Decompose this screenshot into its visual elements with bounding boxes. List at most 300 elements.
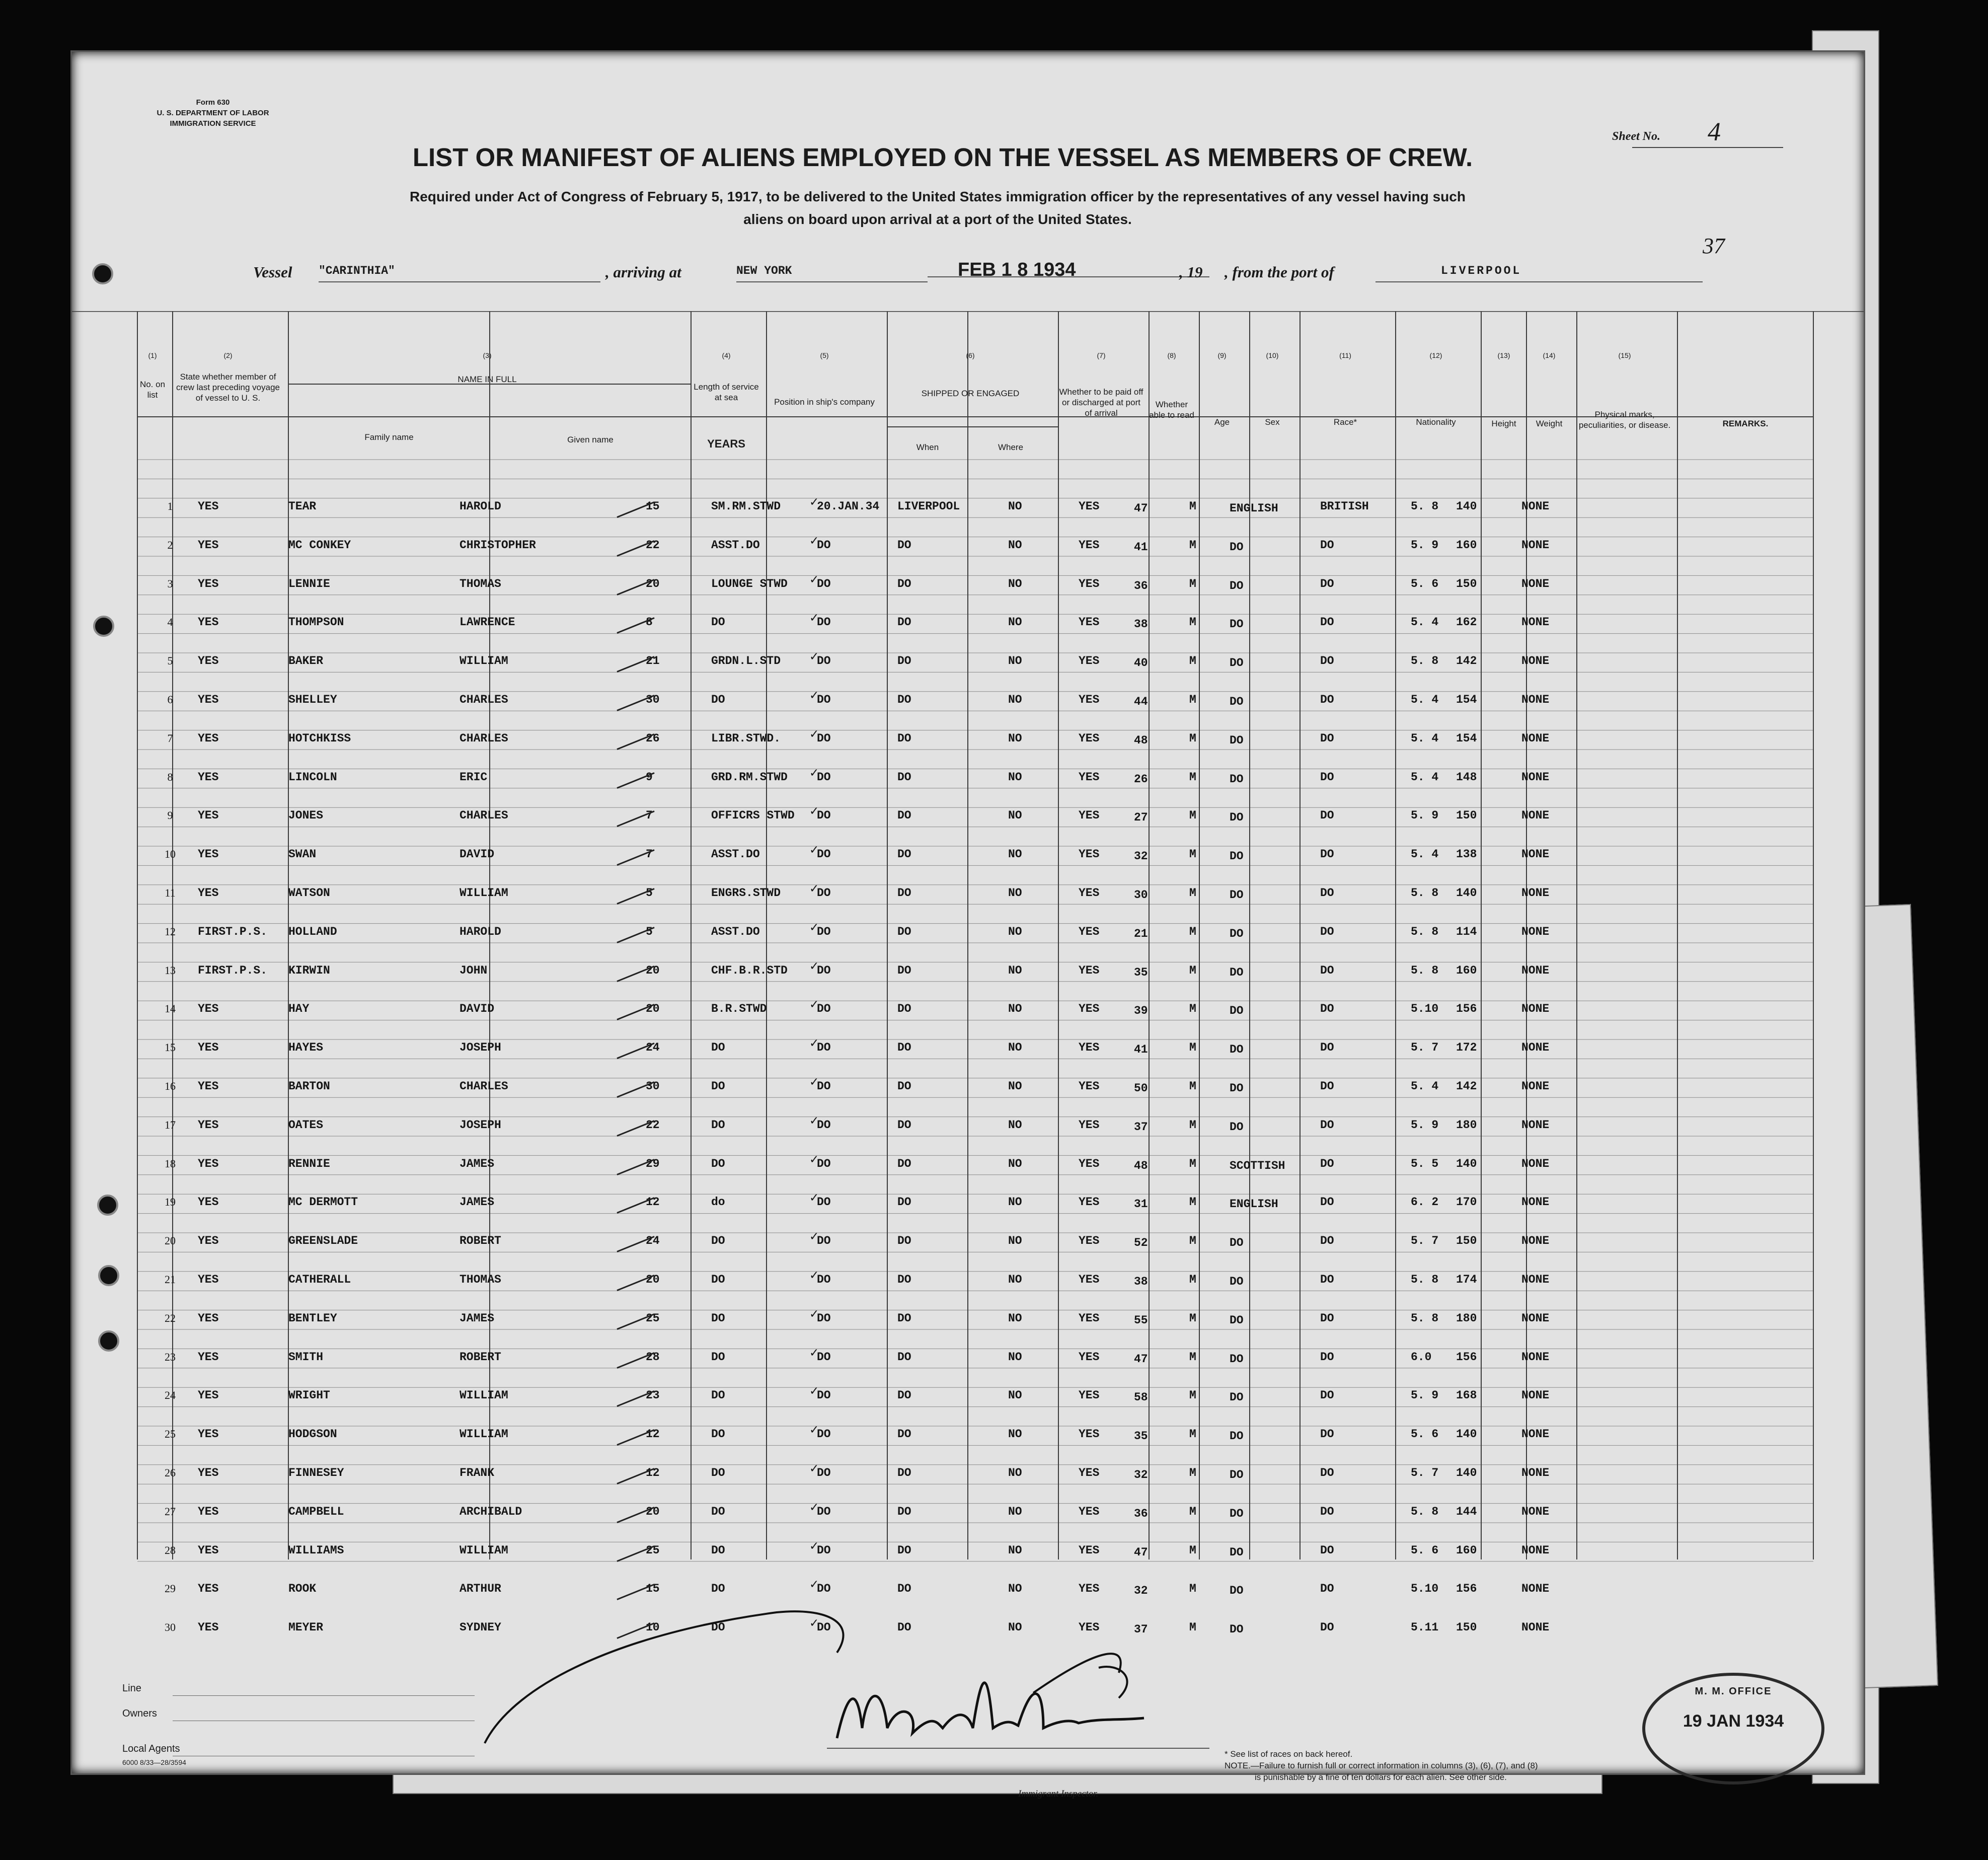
given-name: JOHN — [460, 963, 488, 977]
height: 5. 4 — [1411, 770, 1439, 784]
check-mark-icon: ✓ — [809, 1153, 819, 1166]
race: ENGLISH — [1230, 502, 1278, 515]
nationality: DO — [1320, 809, 1334, 823]
paid-off: NO — [1008, 577, 1022, 590]
race: DO — [1230, 695, 1244, 708]
previous-voyage: YES — [198, 1582, 219, 1596]
document-subtitle — [203, 185, 1672, 231]
shipped-when: DO — [817, 1621, 831, 1634]
previous-voyage: YES — [198, 654, 219, 668]
previous-voyage: YES — [198, 500, 219, 513]
height: 5. 8 — [1411, 925, 1439, 938]
able-to-read: YES — [1079, 1157, 1100, 1170]
race: DO — [1230, 1391, 1244, 1404]
height: 5. 7 — [1411, 1234, 1439, 1248]
row-number: 3 — [167, 577, 173, 590]
paid-off: NO — [1008, 1389, 1022, 1402]
check-mark-icon: ✓ — [809, 1346, 819, 1360]
shipped-when: DO — [817, 731, 831, 745]
paid-off: NO — [1008, 848, 1022, 861]
paid-off: NO — [1008, 731, 1022, 745]
page-number: 37 — [1703, 234, 1725, 258]
given-name: ARCHIBALD — [460, 1505, 522, 1518]
weight: 170 — [1456, 1196, 1477, 1209]
physical-marks: NONE — [1521, 1621, 1550, 1634]
shipped-where: DO — [897, 848, 911, 861]
family-name: ROOK — [288, 1582, 317, 1596]
age: 37 — [1134, 1120, 1148, 1134]
nationality: DO — [1320, 1234, 1334, 1248]
able-to-read: YES — [1079, 1543, 1100, 1557]
height: 5. 4 — [1411, 616, 1439, 629]
row-number: 21 — [165, 1273, 176, 1286]
position: SM.RM.STWD — [711, 500, 781, 513]
sex: M — [1189, 1543, 1196, 1557]
physical-marks: NONE — [1521, 538, 1550, 552]
column-number: (2) — [223, 351, 233, 359]
physical-marks: NONE — [1521, 1505, 1550, 1518]
age: 48 — [1134, 1159, 1148, 1172]
race: DO — [1230, 1507, 1244, 1520]
sex: M — [1189, 1041, 1196, 1055]
position: DO — [711, 1041, 725, 1055]
race: DO — [1230, 1120, 1244, 1134]
height: 5. 6 — [1411, 1428, 1439, 1441]
years-service: 9 — [646, 770, 653, 784]
check-mark-icon: ✓ — [809, 1501, 819, 1514]
height: 5. 4 — [1411, 1080, 1439, 1093]
shipped-when: DO — [817, 1002, 831, 1016]
check-mark-icon: ✓ — [809, 612, 819, 625]
able-to-read: YES — [1079, 1080, 1100, 1093]
family-name: JONES — [288, 809, 324, 823]
sex: M — [1189, 770, 1196, 784]
given-name: ERIC — [460, 770, 488, 784]
weight: 150 — [1456, 577, 1477, 590]
position: ASST.DO — [711, 538, 760, 552]
shipped-where: DO — [897, 538, 911, 552]
family-name: CAMPBELL — [288, 1505, 344, 1518]
paid-off: NO — [1008, 1428, 1022, 1441]
previous-voyage: YES — [198, 1234, 219, 1248]
age: 38 — [1134, 1275, 1148, 1288]
vessel-label: Vessel — [253, 263, 292, 281]
row-number: 25 — [165, 1428, 176, 1441]
sex: M — [1189, 616, 1196, 629]
shipped-where: DO — [897, 1350, 911, 1364]
age: 31 — [1134, 1198, 1148, 1211]
sex: M — [1189, 1196, 1196, 1209]
height: 5. 6 — [1411, 577, 1439, 590]
position: OFFICRS STWD — [711, 809, 795, 823]
family-name: THOMPSON — [288, 616, 344, 629]
race: DO — [1230, 1043, 1244, 1057]
physical-marks: NONE — [1521, 886, 1550, 900]
paid-off: NO — [1008, 1002, 1022, 1016]
shipped-when: DO — [817, 1273, 831, 1286]
previous-voyage: YES — [198, 538, 219, 552]
weight: 160 — [1456, 538, 1477, 552]
check-mark-icon: ✓ — [809, 1076, 819, 1089]
paid-off: NO — [1008, 654, 1022, 668]
years-service: 25 — [646, 1543, 660, 1557]
column-number: (4) — [722, 351, 731, 359]
able-to-read: YES — [1079, 654, 1100, 668]
document-title: LIST OR MANIFEST OF ALIENS EMPLOYED ON THE VESSEL AS MEMBERS OF CREW. — [412, 143, 1473, 172]
family-name: GREENSLADE — [288, 1234, 358, 1248]
shipped-when: DO — [817, 886, 831, 900]
family-name: BARTON — [288, 1080, 330, 1093]
row-number: 5 — [167, 654, 173, 667]
sex: M — [1189, 1389, 1196, 1402]
header-physical-marks: Physical marks, peculiarities, or disease. — [1578, 410, 1671, 430]
years-service: 23 — [646, 1389, 660, 1402]
age: 26 — [1134, 772, 1148, 786]
weight: 180 — [1456, 1118, 1477, 1132]
able-to-read: YES — [1079, 1621, 1100, 1634]
nationality: DO — [1320, 1118, 1334, 1132]
family-name: HAY — [288, 1002, 310, 1016]
years-service: 24 — [646, 1041, 660, 1055]
weight: 180 — [1456, 1311, 1477, 1325]
shipped-when: DO — [817, 1157, 831, 1170]
shipped-where: DO — [897, 1118, 911, 1132]
nationality: DO — [1320, 1543, 1334, 1557]
height: 5. 5 — [1411, 1157, 1439, 1170]
years-service: 28 — [646, 1350, 660, 1364]
shipped-where: DO — [897, 1157, 911, 1170]
shipped-when: DO — [817, 1582, 831, 1596]
given-name: HAROLD — [460, 500, 501, 513]
previous-voyage: FIRST.P.S. — [198, 925, 268, 938]
row-number: 14 — [165, 1002, 176, 1015]
able-to-read: YES — [1079, 500, 1100, 513]
service: IMMIGRATION SERVICE — [170, 119, 256, 128]
years-service: 20 — [646, 1002, 660, 1016]
able-to-read: YES — [1079, 770, 1100, 784]
weight: 114 — [1456, 925, 1477, 938]
position: DO — [711, 616, 725, 629]
sex: M — [1189, 848, 1196, 861]
position: B.R.STWD — [711, 1002, 767, 1016]
shipped-where: DO — [897, 770, 911, 784]
physical-marks: NONE — [1521, 577, 1550, 590]
race: DO — [1230, 1236, 1244, 1250]
check-mark-icon: ✓ — [809, 689, 819, 702]
check-mark-icon: ✓ — [809, 1462, 819, 1475]
years-service: 20 — [646, 577, 660, 590]
sex: M — [1189, 577, 1196, 590]
previous-voyage: YES — [198, 1428, 219, 1441]
weight: 138 — [1456, 848, 1477, 861]
years-service: 22 — [646, 538, 660, 552]
given-name: WILLIAM — [460, 1428, 508, 1441]
nationality: DO — [1320, 1157, 1334, 1170]
years-service: 15 — [646, 1582, 660, 1596]
sex: M — [1189, 1466, 1196, 1479]
check-mark-icon: ✓ — [809, 921, 819, 934]
print-code: 6000 8/33—28/3594 — [122, 1758, 186, 1766]
given-name: DAVID — [460, 1002, 495, 1016]
column-number: (3) — [483, 351, 492, 359]
check-mark-icon: ✓ — [809, 1230, 819, 1244]
nationality: DO — [1320, 1041, 1334, 1055]
row-number: 24 — [165, 1389, 176, 1402]
able-to-read: YES — [1079, 1350, 1100, 1364]
able-to-read: YES — [1079, 1041, 1100, 1055]
previous-voyage: YES — [198, 1118, 219, 1132]
header-sex: Sex — [1265, 417, 1280, 427]
line-rule — [173, 1695, 475, 1696]
physical-marks: NONE — [1521, 1428, 1550, 1441]
height: 5.11 — [1411, 1621, 1439, 1634]
family-name: KIRWIN — [288, 963, 330, 977]
height: 6.0 — [1411, 1350, 1432, 1364]
able-to-read: YES — [1079, 925, 1100, 938]
race: DO — [1230, 1275, 1244, 1288]
years-service: 5 — [646, 886, 653, 900]
header-weight: Weight — [1536, 419, 1563, 428]
nationality: DO — [1320, 1350, 1334, 1364]
age: 37 — [1134, 1623, 1148, 1636]
nationality: DO — [1320, 886, 1334, 900]
sex: M — [1189, 1582, 1196, 1596]
position: DO — [711, 1466, 725, 1479]
shipped-when: DO — [817, 1311, 831, 1325]
shipped-when: DO — [817, 577, 831, 590]
check-mark-icon: ✓ — [809, 959, 819, 973]
previous-voyage: YES — [198, 1041, 219, 1055]
weight: 140 — [1456, 1428, 1477, 1441]
race: DO — [1230, 618, 1244, 631]
paid-off: NO — [1008, 886, 1022, 900]
position: DO — [711, 1080, 725, 1093]
weight: 140 — [1456, 1466, 1477, 1479]
position: do — [711, 1196, 725, 1209]
able-to-read: YES — [1079, 1273, 1100, 1286]
sex: M — [1189, 1273, 1196, 1286]
footnote-races: * See list of races on back hereof. — [1225, 1749, 1353, 1759]
years-service: 12 — [646, 1428, 660, 1441]
sex: M — [1189, 886, 1196, 900]
sex: M — [1189, 809, 1196, 823]
able-to-read: YES — [1079, 1234, 1100, 1248]
sex: M — [1189, 1234, 1196, 1248]
race: DO — [1230, 1004, 1244, 1018]
weight: 142 — [1456, 1080, 1477, 1093]
paid-off: NO — [1008, 1582, 1022, 1596]
voyage-line — [253, 259, 1522, 281]
subtitle-line: Required under Act of Congress of February 5, 1917, to be delivered to the United States immigration officer by the representatives of any vessel having such — [410, 189, 1466, 204]
header-where: Where — [998, 442, 1024, 452]
shipped-when: DO — [817, 1234, 831, 1248]
physical-marks: NONE — [1521, 500, 1550, 513]
race: ENGLISH — [1230, 1198, 1278, 1211]
years-service: 8 — [646, 616, 653, 629]
height: 5. 7 — [1411, 1466, 1439, 1479]
position: ENGRS.STWD — [711, 886, 781, 900]
position: DO — [711, 1350, 725, 1364]
given-name: JOSEPH — [460, 1041, 501, 1055]
race: DO — [1230, 888, 1244, 902]
able-to-read: YES — [1079, 1118, 1100, 1132]
race: DO — [1230, 1623, 1244, 1636]
given-name: JAMES — [460, 1196, 495, 1209]
position: DO — [711, 1273, 725, 1286]
able-to-read: YES — [1079, 538, 1100, 552]
shipped-when: DO — [817, 963, 831, 977]
paid-off: NO — [1008, 1234, 1022, 1248]
previous-voyage: YES — [198, 1196, 219, 1209]
column-number: (6) — [966, 351, 975, 359]
header-length-of-service: Length of service at sea — [694, 382, 759, 402]
stamp-date: 19 JAN 1934 — [1683, 1712, 1784, 1731]
sex: M — [1189, 1157, 1196, 1170]
weight: 144 — [1456, 1505, 1477, 1518]
nationality: DO — [1320, 925, 1334, 938]
race: DO — [1230, 1430, 1244, 1443]
given-name: WILLIAM — [460, 1543, 508, 1557]
weight: 140 — [1456, 1157, 1477, 1170]
age: 35 — [1134, 1430, 1148, 1443]
row-number: 15 — [165, 1041, 176, 1054]
nationality: DO — [1320, 848, 1334, 861]
check-mark-icon: ✓ — [809, 534, 819, 548]
paid-off: NO — [1008, 1196, 1022, 1209]
race: DO — [1230, 1584, 1244, 1598]
position: DO — [711, 1234, 725, 1248]
office-stamp — [1642, 1673, 1824, 1784]
sex: M — [1189, 1080, 1196, 1093]
height: 5. 4 — [1411, 731, 1439, 745]
paid-off: NO — [1008, 1157, 1022, 1170]
paid-off: NO — [1008, 1466, 1022, 1479]
given-name: JOSEPH — [460, 1118, 501, 1132]
family-name: FINNESEY — [288, 1466, 344, 1479]
weight: 156 — [1456, 1002, 1477, 1016]
check-mark-icon: ✓ — [809, 1578, 819, 1592]
age: 38 — [1134, 618, 1148, 631]
nationality: DO — [1320, 1389, 1334, 1402]
row-number: 4 — [167, 616, 173, 629]
position: DO — [711, 1621, 725, 1634]
able-to-read: YES — [1079, 1002, 1100, 1016]
shipped-when: DO — [817, 538, 831, 552]
check-mark-icon: ✓ — [809, 844, 819, 857]
family-name: SWAN — [288, 848, 317, 861]
weight: 150 — [1456, 809, 1477, 823]
given-name: WILLIAM — [460, 1389, 508, 1402]
weight: 156 — [1456, 1350, 1477, 1364]
row-number: 30 — [165, 1621, 176, 1634]
given-name: ROBERT — [460, 1350, 501, 1364]
years-service: 7 — [646, 809, 653, 823]
race: DO — [1230, 850, 1244, 863]
shipped-where: DO — [897, 654, 911, 668]
sex: M — [1189, 731, 1196, 745]
years-service: 30 — [646, 1080, 660, 1093]
able-to-read: YES — [1079, 886, 1100, 900]
given-name: CHARLES — [460, 693, 508, 706]
height: 5. 8 — [1411, 963, 1439, 977]
check-mark-icon: ✓ — [809, 882, 819, 896]
nationality: DO — [1320, 616, 1334, 629]
age: 32 — [1134, 850, 1148, 863]
physical-marks: NONE — [1521, 848, 1550, 861]
position: DO — [711, 693, 725, 706]
age: 52 — [1134, 1236, 1148, 1250]
check-mark-icon: ✓ — [809, 1385, 819, 1398]
row-number: 9 — [167, 809, 173, 822]
nationality: DO — [1320, 693, 1334, 706]
given-name: HAROLD — [460, 925, 501, 938]
position: DO — [711, 1428, 725, 1441]
stamp-office: M. M. OFFICE — [1695, 1686, 1772, 1697]
age: 44 — [1134, 695, 1148, 708]
form-identifier — [122, 97, 303, 129]
row-number: 19 — [165, 1196, 176, 1209]
sex: M — [1189, 1311, 1196, 1325]
check-mark-icon: ✓ — [809, 496, 819, 509]
previous-voyage: YES — [198, 770, 219, 784]
race: DO — [1230, 772, 1244, 786]
column-number: (14) — [1543, 351, 1556, 359]
height: 5. 8 — [1411, 1273, 1439, 1286]
header-race: Race* — [1333, 417, 1357, 427]
shipped-when: DO — [817, 1080, 831, 1093]
physical-marks: NONE — [1521, 809, 1550, 823]
family-name: WATSON — [288, 886, 330, 900]
physical-marks: NONE — [1521, 1196, 1550, 1209]
weight: 150 — [1456, 1234, 1477, 1248]
age: 39 — [1134, 1004, 1148, 1018]
previous-voyage: YES — [198, 886, 219, 900]
given-name: JAMES — [460, 1311, 495, 1325]
race: DO — [1230, 733, 1244, 747]
able-to-read: YES — [1079, 963, 1100, 977]
previous-voyage: YES — [198, 616, 219, 629]
shipped-where: DO — [897, 1002, 911, 1016]
paid-off: NO — [1008, 616, 1022, 629]
physical-marks: NONE — [1521, 731, 1550, 745]
check-mark-icon: ✓ — [809, 1269, 819, 1282]
row-number: 29 — [165, 1582, 176, 1595]
race: DO — [1230, 1468, 1244, 1481]
position: DO — [711, 1505, 725, 1518]
able-to-read: YES — [1079, 1428, 1100, 1441]
family-name: MC DERMOTT — [288, 1196, 358, 1209]
column-number: (5) — [820, 351, 829, 359]
physical-marks: NONE — [1521, 1080, 1550, 1093]
header-age: Age — [1214, 417, 1230, 427]
shipped-when: DO — [817, 1118, 831, 1132]
row-number: 27 — [165, 1505, 176, 1518]
given-name: ROBERT — [460, 1234, 501, 1248]
family-name: WRIGHT — [288, 1389, 330, 1402]
check-mark-icon: ✓ — [809, 766, 819, 780]
age: 47 — [1134, 1545, 1148, 1559]
previous-voyage: YES — [198, 1389, 219, 1402]
years-service: 20 — [646, 1505, 660, 1518]
weight: 150 — [1456, 1621, 1477, 1634]
position: DO — [711, 1543, 725, 1557]
shipped-when: DO — [817, 809, 831, 823]
paid-off: NO — [1008, 963, 1022, 977]
shipped-where: LIVERPOOL — [897, 500, 960, 513]
row-number: 10 — [165, 848, 176, 861]
able-to-read: YES — [1079, 1466, 1100, 1479]
race: DO — [1230, 1352, 1244, 1366]
